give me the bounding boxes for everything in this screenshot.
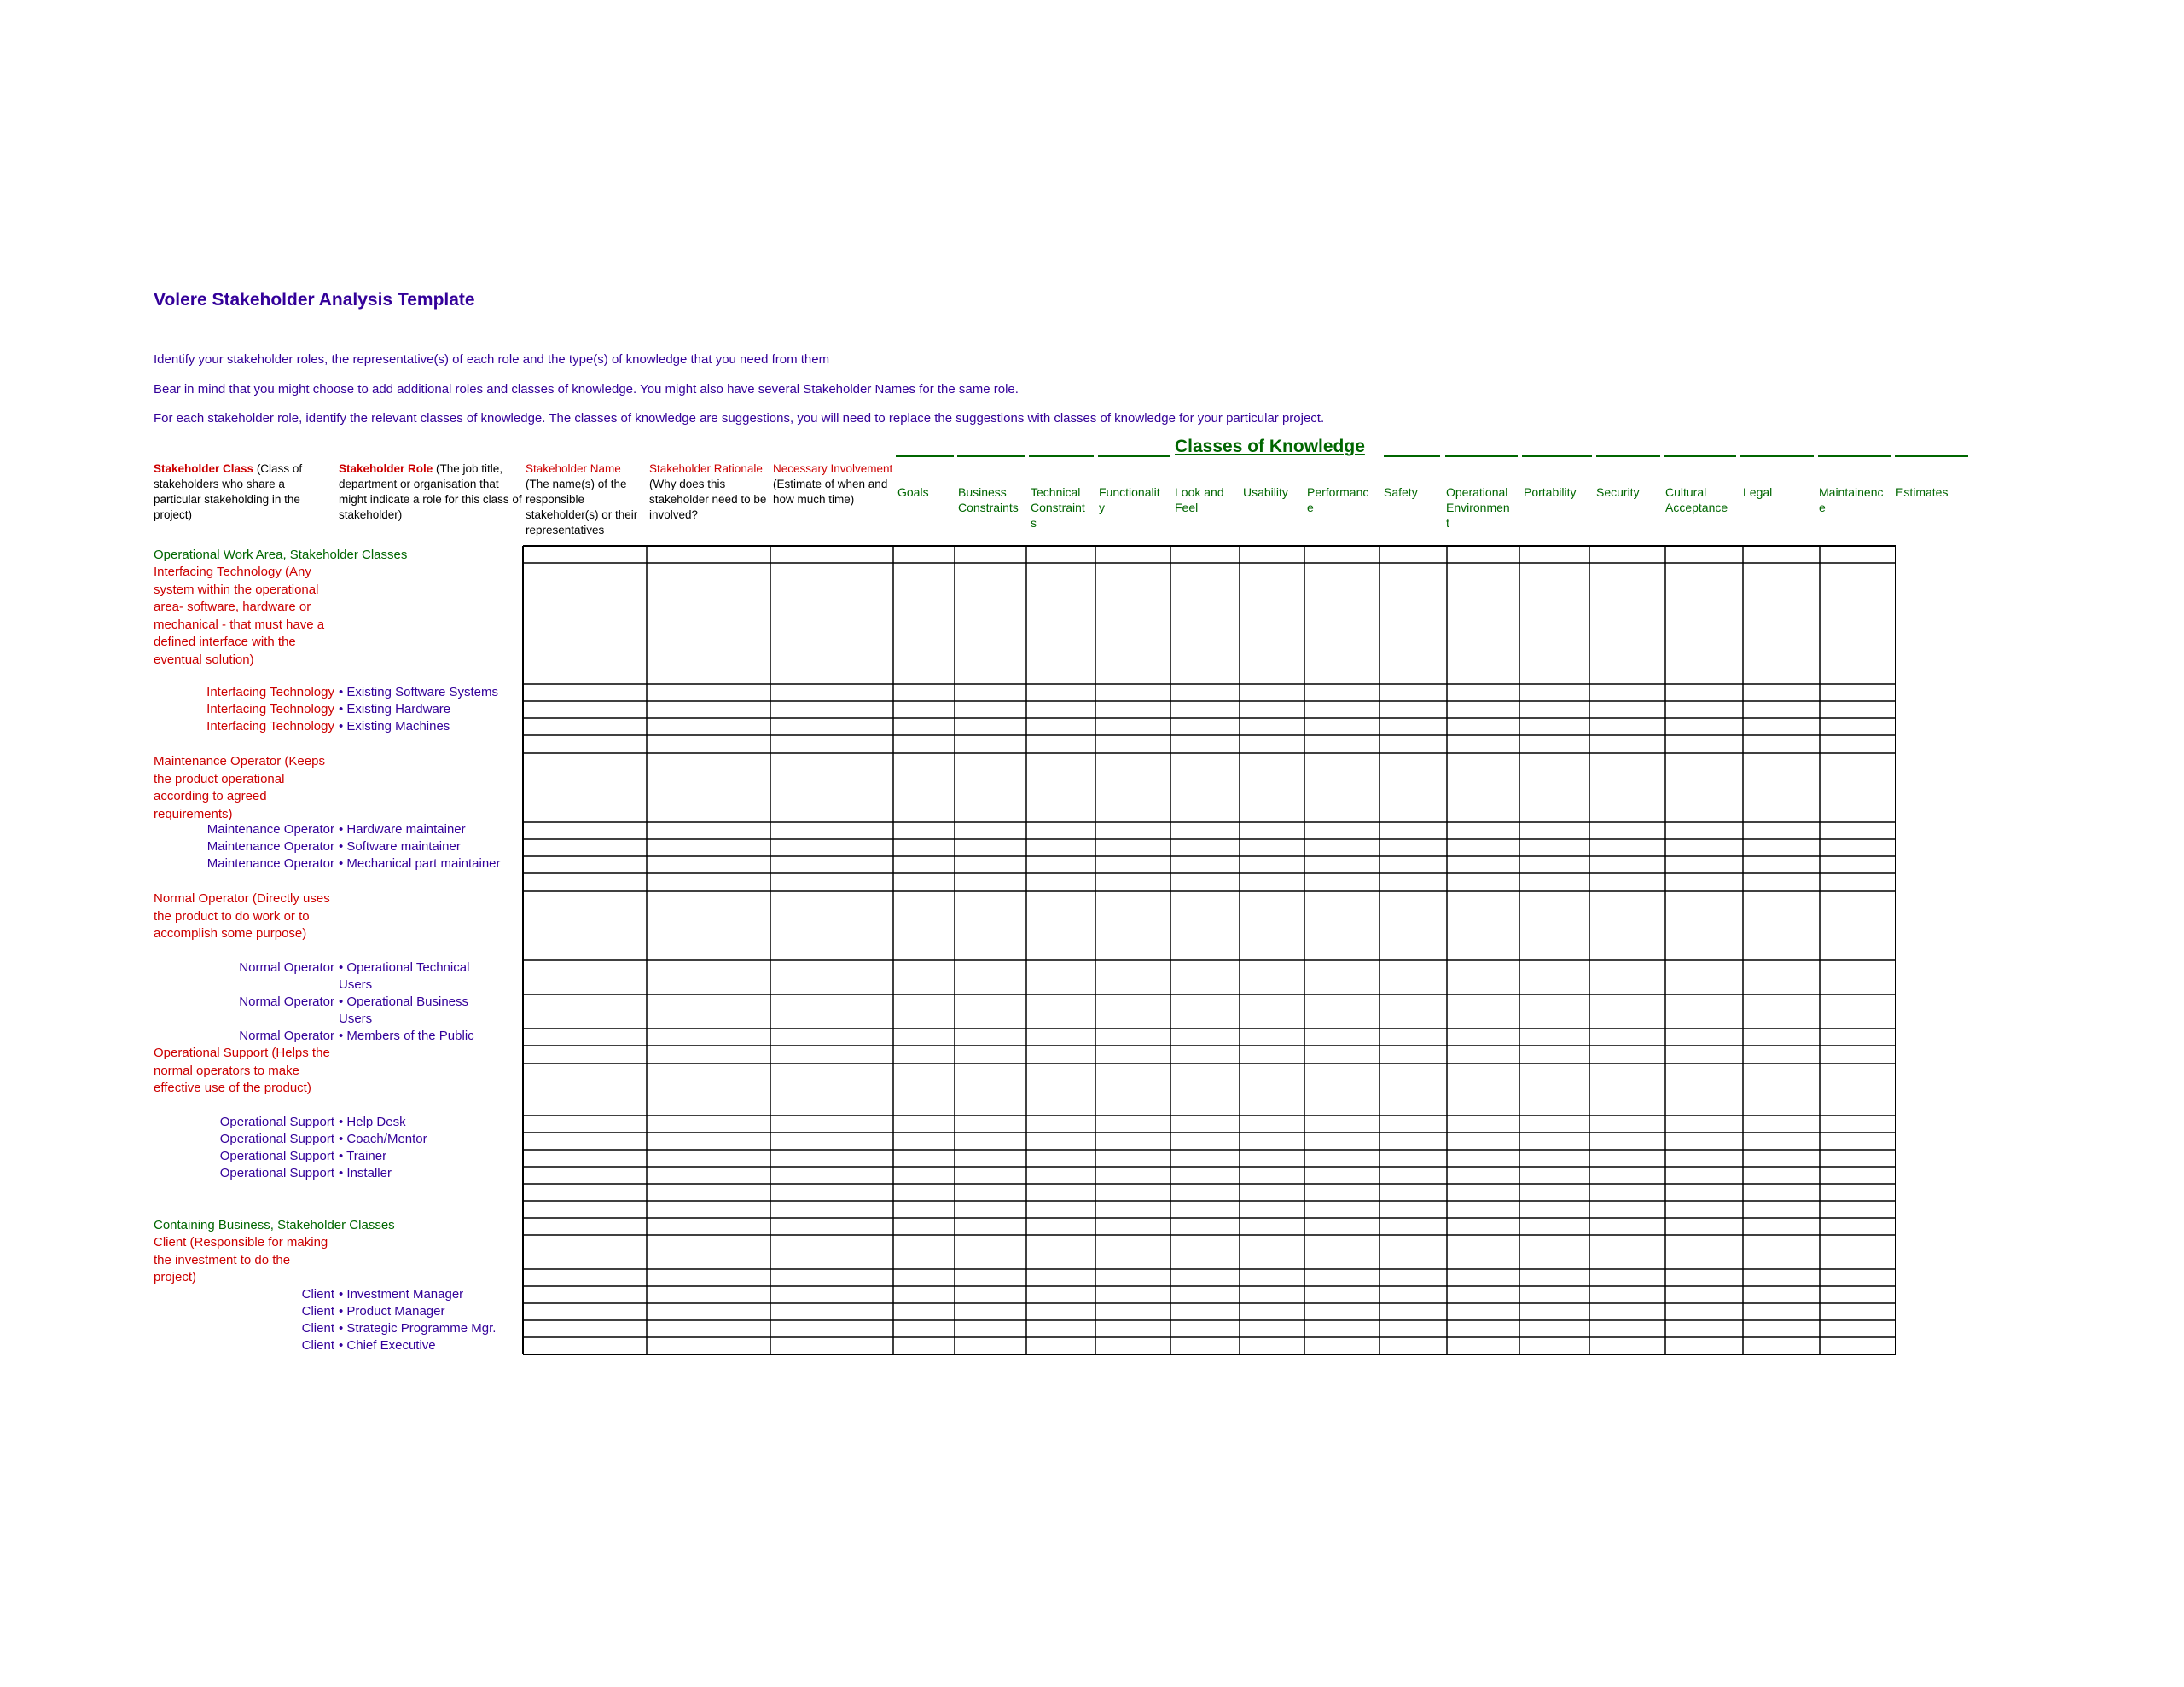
knowledge-header — [1307, 484, 1368, 515]
role-label: • Existing Software Systems — [339, 685, 498, 699]
section-heading-operational-work-area: Operational Work Area, Stakeholder Classes — [154, 548, 408, 562]
knowledge-header — [1384, 484, 1418, 500]
role-class-label: Interfacing Technology — [206, 719, 334, 733]
role-label: • Existing Hardware — [339, 702, 451, 716]
role-label: • Members of the Public — [339, 1029, 474, 1043]
knowledge-header — [1819, 484, 1884, 515]
knowledge-header — [1446, 484, 1510, 530]
heading-rule — [1522, 455, 1592, 457]
header-line: Constraints — [958, 501, 1019, 514]
class-operational-support: Operational Support (Helps the normal operators to make effective use of the product) — [154, 1046, 330, 1095]
knowledge-header — [1896, 484, 1948, 500]
header-rationale-desc: (Why does this stakeholder need to be involved? — [649, 478, 767, 521]
header-line: Estimates — [1896, 485, 1949, 499]
role-label: • Existing Machines — [339, 719, 450, 733]
role-label: • Investment Manager — [339, 1287, 464, 1301]
header-involvement-desc: (Estimate of when and how much time) — [773, 478, 888, 506]
stakeholder-analysis-grid — [522, 545, 1972, 1381]
section-heading-containing-business: Containing Business, Stakeholder Classes — [154, 1218, 395, 1232]
role-label: • Hardware maintainer — [339, 822, 466, 837]
heading-rule — [1818, 455, 1891, 457]
header-line: Acceptance — [1665, 501, 1728, 514]
role-class-label: Maintenance Operator — [206, 839, 334, 854]
heading-rule — [896, 455, 954, 457]
role-class-label: Normal Operator — [239, 960, 334, 975]
role-class-label: Client — [301, 1321, 334, 1336]
knowledge-header — [1743, 484, 1772, 500]
header-involvement-label: Necessary Involvement — [773, 462, 893, 475]
header-line: Legal — [1743, 485, 1773, 499]
header-line: s — [1031, 516, 1037, 530]
knowledge-header — [958, 484, 1019, 515]
role-class-label: Client — [301, 1338, 334, 1353]
class-maintenance-operator: Maintenance Operator (Keeps the product operational according to agreed requirements) — [154, 754, 325, 821]
header-line: Usability — [1243, 485, 1288, 499]
header-role-label: Stakeholder Role — [339, 462, 433, 475]
header-line: Portability — [1524, 485, 1577, 499]
knowledge-header — [1524, 484, 1576, 500]
header-line: Safety — [1384, 485, 1418, 499]
header-class-label: Stakeholder Class — [154, 462, 254, 475]
knowledge-header — [1031, 484, 1085, 530]
role-class-label: Operational Support — [219, 1166, 334, 1180]
header-line: e — [1307, 501, 1314, 514]
role-label: • Operational Business — [339, 994, 468, 1009]
header-name-desc: (The name(s) of the responsible stakeholder(s) or their representatives — [526, 478, 638, 536]
role-class-label: Interfacing Technology — [206, 685, 334, 699]
role-class-label: Operational Support — [219, 1115, 334, 1129]
knowledge-header — [1665, 484, 1728, 515]
knowledge-header — [897, 484, 929, 500]
role-label: • Software maintainer — [339, 839, 461, 854]
header-line: Look and — [1175, 485, 1224, 499]
role-label: • Trainer — [339, 1149, 387, 1163]
header-line: Security — [1596, 485, 1640, 499]
knowledge-header — [1596, 484, 1640, 500]
heading-rule — [1445, 455, 1518, 457]
header-class-desc: (Class of stakeholders who share a particular stakeholding in the project) — [154, 462, 303, 521]
class-normal-operator: Normal Operator (Directly uses the product to do work or to accomplish some purpose) — [154, 891, 330, 941]
role-class-label: Maintenance Operator — [206, 856, 334, 871]
header-line: Feel — [1175, 501, 1199, 514]
role-label: • Coach/Mentor — [339, 1132, 427, 1146]
heading-rule — [1664, 455, 1736, 457]
class-interfacing-technology: Interfacing Technology (Any system within the operational area- software, hardware or mechanical - that must have a defined interface with the eventual solution) — [154, 565, 325, 667]
role-class-label: Normal Operator — [239, 1029, 334, 1043]
role-label: • Operational Technical — [339, 960, 470, 975]
role-label: • Installer — [339, 1166, 392, 1180]
header-line: y — [1099, 501, 1105, 514]
knowledge-header — [1175, 484, 1224, 515]
heading-rule — [1098, 455, 1170, 457]
role-class-label: Client — [301, 1304, 334, 1319]
role-class-label: Interfacing Technology — [206, 702, 334, 716]
role-label: • Help Desk — [339, 1115, 406, 1129]
intro-line-1: Identify your stakeholder roles, the representative(s) of each role and the type(s) of knowledge that you need from them — [154, 352, 830, 367]
heading-rule — [957, 455, 1025, 457]
header-line: Functionalit — [1099, 485, 1160, 499]
role-class-label: Normal Operator — [239, 994, 334, 1009]
role-class-label: Operational Support — [219, 1132, 334, 1146]
header-line: Performanc — [1307, 485, 1369, 499]
role-label: • Mechanical part maintainer — [339, 856, 501, 871]
role-class-label: Maintenance Operator — [206, 822, 334, 837]
header-line: Cultural — [1665, 485, 1707, 499]
header-necessary-involvement — [773, 461, 897, 507]
header-line: Maintainenc — [1819, 485, 1884, 499]
knowledge-header — [1099, 484, 1160, 515]
header-stakeholder-name — [526, 461, 645, 538]
knowledge-header — [1243, 484, 1288, 500]
page-title: Volere Stakeholder Analysis Template — [154, 290, 475, 310]
intro-line-3: For each stakeholder role, identify the relevant classes of knowledge. The classes of knowledge are suggestions, you will need to replace the suggestions with classes of knowledge for your particular project. — [154, 411, 1325, 426]
intro-line-2: Bear in mind that you might choose to add additional roles and classes of knowledge. You might also have several Stakeholder Names for the same role. — [154, 382, 1019, 397]
heading-rule — [1384, 455, 1440, 457]
header-line: Business — [958, 485, 1007, 499]
header-line: e — [1819, 501, 1826, 514]
role-class-label: Operational Support — [219, 1149, 334, 1163]
header-stakeholder-rationale — [649, 461, 769, 538]
class-client: Client (Responsible for making the investment to do the project) — [154, 1235, 328, 1284]
header-role-desc: (The job title, department or organisation that might indicate a role for this class of stakeholder) — [339, 462, 522, 521]
heading-rule — [1740, 455, 1814, 457]
header-line: Constraint — [1031, 501, 1085, 514]
header-line: Environmen — [1446, 501, 1510, 514]
header-stakeholder-role — [339, 461, 522, 523]
header-line: Operational — [1446, 485, 1508, 499]
header-rationale-label: Stakeholder Rationale — [649, 462, 763, 475]
classes-of-knowledge-title: Classes of Knowledge — [1175, 437, 1365, 456]
header-stakeholder-class — [154, 461, 328, 523]
role-class-label: Client — [301, 1287, 334, 1301]
role-label-continued: Users — [339, 1012, 373, 1026]
header-line: Technical — [1031, 485, 1081, 499]
header-line: Goals — [897, 485, 929, 499]
heading-rule — [1596, 455, 1660, 457]
header-name-label: Stakeholder Name — [526, 462, 621, 475]
role-label: • Strategic Programme Mgr. — [339, 1321, 497, 1336]
role-label: • Chief Executive — [339, 1338, 436, 1353]
role-label-continued: Users — [339, 977, 373, 992]
header-line: t — [1446, 516, 1449, 530]
role-label: • Product Manager — [339, 1304, 445, 1319]
heading-rule — [1029, 455, 1094, 457]
heading-rule — [1895, 455, 1968, 457]
